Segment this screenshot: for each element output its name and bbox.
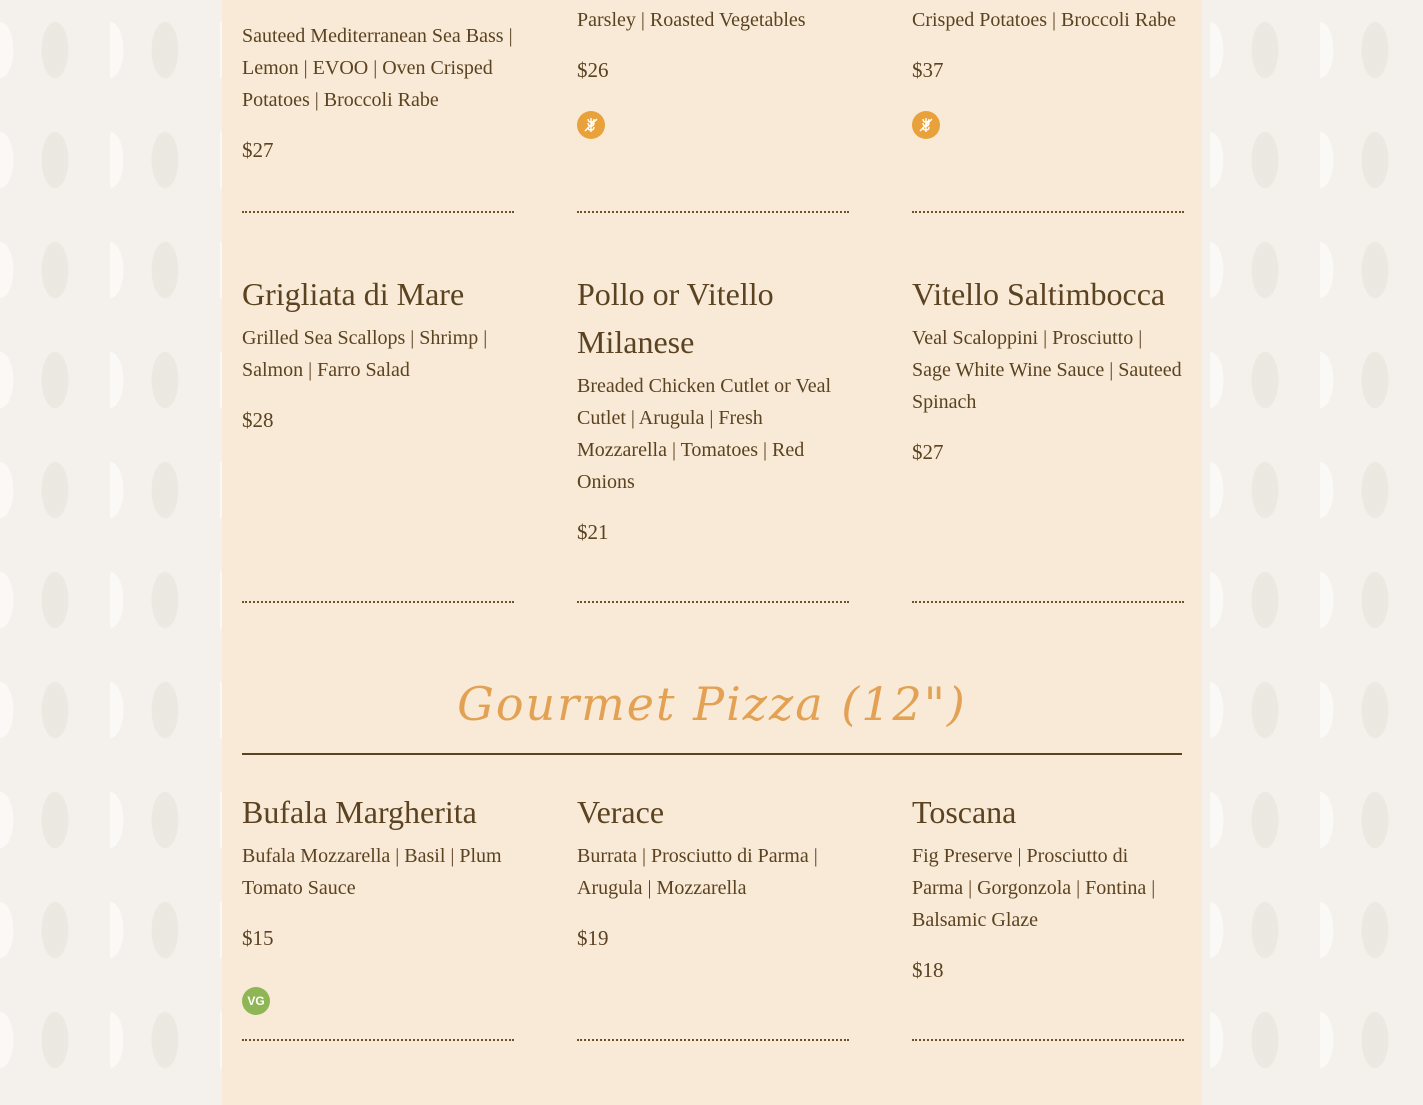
dotted-divider bbox=[242, 203, 514, 213]
item-description: Veal Scaloppini | Prosciutto | Sage White Wine Sauce | Sauteed Spinach bbox=[912, 327, 1182, 413]
menu-item bbox=[577, 270, 849, 548]
item-description: Parsley | Roasted Vegetables bbox=[577, 9, 806, 31]
gluten-free-icon bbox=[577, 111, 605, 139]
item-price: $27 bbox=[242, 138, 274, 162]
item-price: $21 bbox=[577, 520, 609, 544]
item-price: $27 bbox=[912, 440, 944, 464]
menu-item bbox=[577, 4, 849, 86]
item-description: Crisped Potatoes | Broccoli Rabe bbox=[912, 9, 1176, 31]
item-price: $18 bbox=[912, 958, 944, 982]
item-price: $37 bbox=[912, 58, 944, 82]
dotted-divider bbox=[577, 1031, 849, 1041]
gluten-free-icon bbox=[912, 111, 940, 139]
dotted-divider bbox=[242, 1031, 514, 1041]
menu-item bbox=[912, 270, 1184, 468]
vegetarian-icon: VG bbox=[242, 987, 270, 1015]
item-price: $15 bbox=[242, 926, 274, 950]
item-name: Bufala Margherita bbox=[242, 794, 477, 830]
dotted-divider bbox=[912, 593, 1184, 603]
menu-item bbox=[242, 270, 514, 436]
item-price: $19 bbox=[577, 926, 609, 950]
item-description: Breaded Chicken Cutlet or Veal Cutlet | Arugula | Fresh Mozzarella | Tomatoes | Red Onions bbox=[577, 375, 832, 493]
item-description: Sauteed Mediterranean Sea Bass | Lemon | EVOO | Oven Crisped Potatoes | Broccoli Rabe bbox=[242, 25, 513, 111]
menu-item bbox=[242, 788, 514, 954]
menu-item bbox=[912, 4, 1184, 86]
item-name: Grigliata di Mare bbox=[242, 276, 465, 312]
item-price: $26 bbox=[577, 58, 609, 82]
section-divider bbox=[242, 753, 1182, 755]
section-title: Gourmet Pizza (12") bbox=[457, 677, 967, 731]
item-description: Fig Preserve | Prosciutto di Parma | Gorgonzola | Fontina | Balsamic Glaze bbox=[912, 845, 1156, 931]
item-description: Bufala Mozzarella | Basil | Plum Tomato Sauce bbox=[242, 845, 502, 899]
dotted-divider bbox=[912, 203, 1184, 213]
menu-item bbox=[242, 20, 514, 166]
dotted-divider bbox=[577, 203, 849, 213]
item-description: Grilled Sea Scallops | Shrimp | Salmon | Farro Salad bbox=[242, 327, 488, 381]
dotted-divider bbox=[912, 1031, 1184, 1041]
menu-item bbox=[912, 788, 1184, 986]
item-price: $28 bbox=[242, 408, 274, 432]
dotted-divider bbox=[577, 593, 849, 603]
dotted-divider bbox=[242, 593, 514, 603]
item-description: Burrata | Prosciutto di Parma | Arugula | Mozzarella bbox=[577, 845, 818, 899]
item-name: Pollo or Vitello Milanese bbox=[577, 276, 774, 360]
item-name: Vitello Saltimbocca bbox=[912, 276, 1166, 312]
item-name: Verace bbox=[577, 794, 665, 830]
menu-item bbox=[577, 788, 849, 954]
item-name: Toscana bbox=[912, 794, 1017, 830]
